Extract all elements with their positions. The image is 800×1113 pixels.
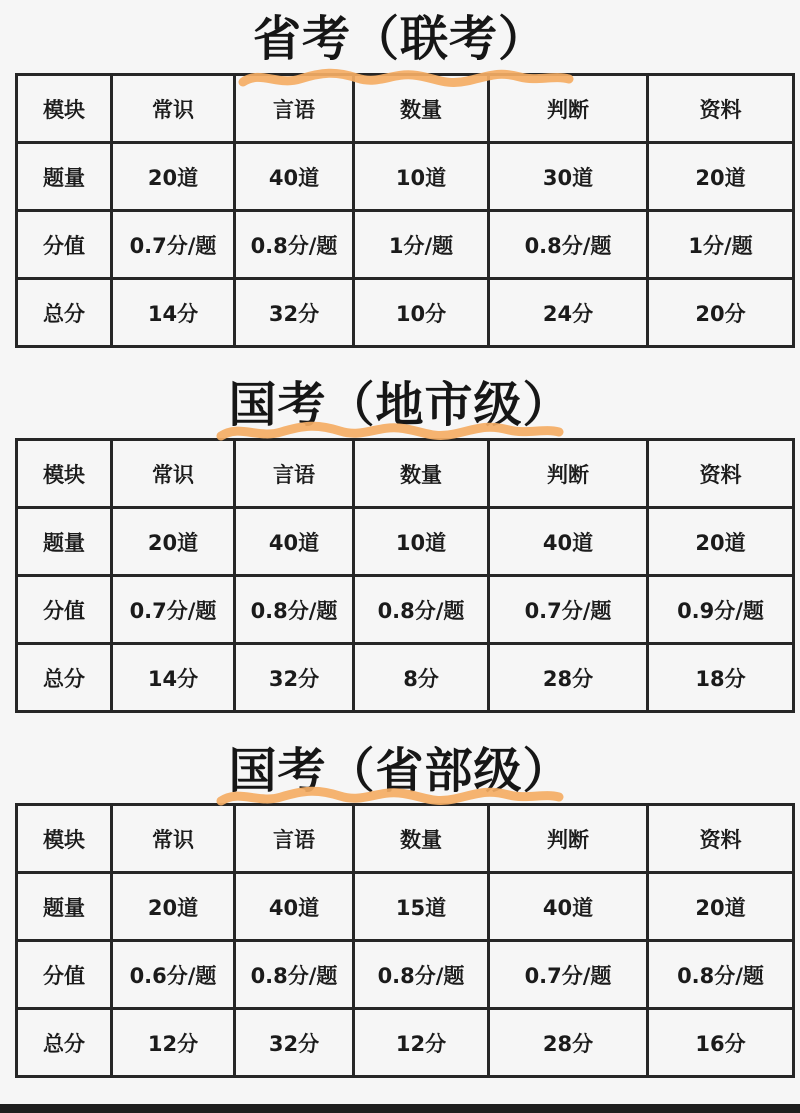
value-cell: 32分 — [235, 1009, 354, 1077]
row-label-cell: 分值 — [17, 211, 112, 279]
table-row — [17, 941, 794, 1009]
header-cell: 资料 — [648, 805, 794, 873]
title-national-provincial-level: 国考（省部级） — [228, 743, 572, 799]
value-cell: 30道 — [489, 143, 648, 211]
value-cell: 12分 — [112, 1009, 235, 1077]
value-cell: 0.8分/题 — [235, 941, 354, 1009]
table-row — [17, 644, 794, 712]
value-cell: 1分/题 — [354, 211, 489, 279]
value-cell: 20道 — [112, 873, 235, 941]
value-cell: 0.8分/题 — [648, 941, 794, 1009]
table-row — [17, 805, 794, 873]
header-cell: 数量 — [354, 440, 489, 508]
value-cell: 28分 — [489, 1009, 648, 1077]
value-cell: 0.8分/题 — [354, 576, 489, 644]
value-cell: 14分 — [112, 644, 235, 712]
header-cell: 常识 — [112, 440, 235, 508]
value-cell: 0.7分/题 — [489, 941, 648, 1009]
header-cell: 资料 — [648, 440, 794, 508]
header-cell: 数量 — [354, 75, 489, 143]
header-cell: 判断 — [489, 75, 648, 143]
value-cell: 20道 — [648, 873, 794, 941]
value-cell: 40道 — [235, 508, 354, 576]
value-cell: 0.9分/题 — [648, 576, 794, 644]
value-cell: 0.8分/题 — [489, 211, 648, 279]
value-cell: 40道 — [489, 508, 648, 576]
value-cell: 20道 — [648, 143, 794, 211]
table-row — [17, 440, 794, 508]
value-cell: 20道 — [112, 508, 235, 576]
value-cell: 8分 — [354, 644, 489, 712]
table-row — [17, 508, 794, 576]
value-cell: 0.8分/题 — [354, 941, 489, 1009]
table-row — [17, 75, 794, 143]
value-cell: 32分 — [235, 279, 354, 347]
table-row — [17, 211, 794, 279]
value-cell: 0.6分/题 — [112, 941, 235, 1009]
header-cell: 判断 — [489, 805, 648, 873]
table-national-provincial-level — [15, 803, 795, 1078]
value-cell: 32分 — [235, 644, 354, 712]
table-row — [17, 873, 794, 941]
header-cell: 模块 — [17, 440, 112, 508]
table-provincial-joint-exam — [15, 73, 795, 348]
value-cell: 28分 — [489, 644, 648, 712]
row-label-cell: 总分 — [17, 644, 112, 712]
value-cell: 20道 — [648, 508, 794, 576]
value-cell: 1分/题 — [648, 211, 794, 279]
value-cell: 18分 — [648, 644, 794, 712]
value-cell: 20道 — [112, 143, 235, 211]
value-cell: 40道 — [235, 873, 354, 941]
header-cell: 模块 — [17, 75, 112, 143]
value-cell: 0.7分/题 — [489, 576, 648, 644]
value-cell: 0.8分/题 — [235, 211, 354, 279]
row-label-cell: 题量 — [17, 143, 112, 211]
row-label-cell: 题量 — [17, 873, 112, 941]
header-cell: 资料 — [648, 75, 794, 143]
value-cell: 24分 — [489, 279, 648, 347]
value-cell: 10道 — [354, 508, 489, 576]
table-row — [17, 1009, 794, 1077]
value-cell: 16分 — [648, 1009, 794, 1077]
row-label-cell: 题量 — [17, 508, 112, 576]
row-label-cell: 分值 — [17, 576, 112, 644]
table-row — [17, 576, 794, 644]
title-national-city-level: 国考（地市级） — [228, 377, 572, 433]
value-cell: 10道 — [354, 143, 489, 211]
value-cell: 12分 — [354, 1009, 489, 1077]
header-cell: 模块 — [17, 805, 112, 873]
table-national-city-level — [15, 438, 795, 713]
header-cell: 常识 — [112, 805, 235, 873]
value-cell: 40道 — [235, 143, 354, 211]
header-cell: 言语 — [235, 75, 354, 143]
value-cell: 20分 — [648, 279, 794, 347]
header-cell: 判断 — [489, 440, 648, 508]
value-cell: 0.8分/题 — [235, 576, 354, 644]
value-cell: 10分 — [354, 279, 489, 347]
value-cell: 15道 — [354, 873, 489, 941]
row-label-cell: 总分 — [17, 279, 112, 347]
header-cell: 言语 — [235, 440, 354, 508]
bottom-bar — [0, 1104, 800, 1113]
value-cell: 0.7分/题 — [112, 576, 235, 644]
table-row — [17, 143, 794, 211]
row-label-cell: 分值 — [17, 941, 112, 1009]
table-row — [17, 279, 794, 347]
value-cell: 14分 — [112, 279, 235, 347]
value-cell: 0.7分/题 — [112, 211, 235, 279]
header-cell: 言语 — [235, 805, 354, 873]
header-cell: 数量 — [354, 805, 489, 873]
title-provincial-joint-exam: 省考（联考） — [252, 11, 547, 67]
row-label-cell: 总分 — [17, 1009, 112, 1077]
value-cell: 40道 — [489, 873, 648, 941]
header-cell: 常识 — [112, 75, 235, 143]
